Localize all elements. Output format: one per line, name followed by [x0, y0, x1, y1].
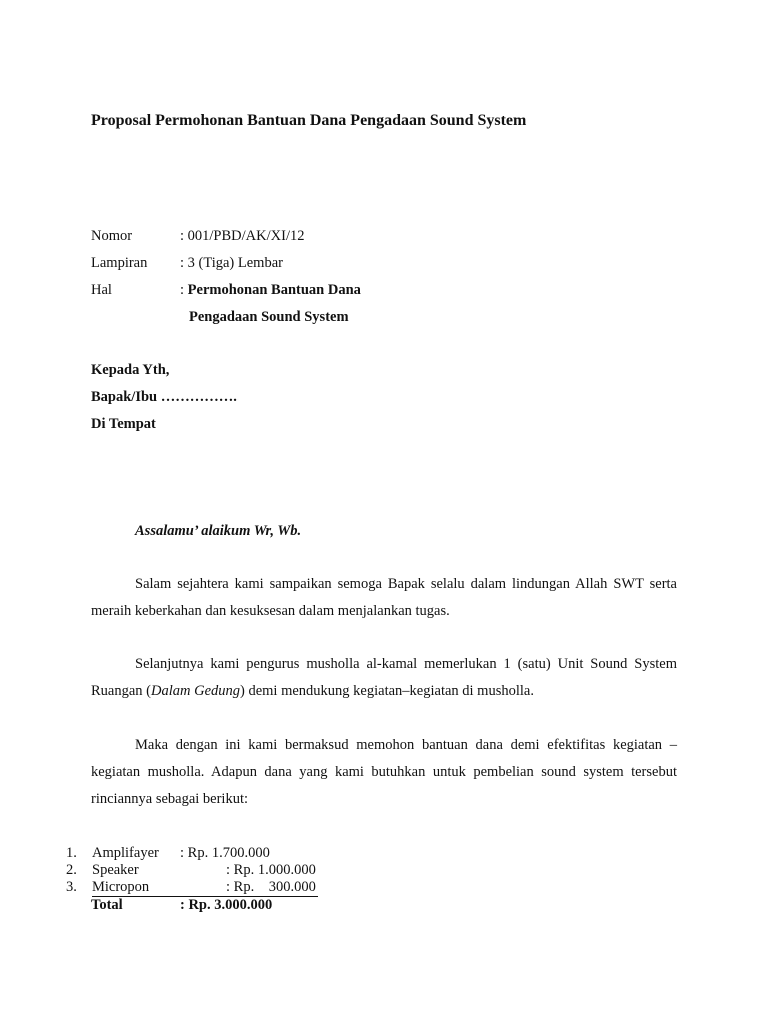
document-title: Proposal Permohonan Bantuan Dana Pengadaan Sound System	[91, 112, 527, 129]
paragraph-2-text-before: Selanjutnya kami pengurus musholla al-kamal memerlukan 1 (satu) Unit Sound System Ruangan (	[91, 656, 677, 699]
lampiran-label: Lampiran	[91, 255, 148, 271]
total-value: : Rp. 3.000.000	[180, 897, 273, 913]
item-3-number: 3.	[66, 879, 77, 895]
recipient-line1: Kepada Yth,	[91, 362, 170, 378]
item-2-price: : Rp. 1.000.000	[226, 862, 316, 878]
greeting: Assalamu’ alaikum Wr, Wb.	[135, 523, 302, 539]
paragraph-2	[91, 651, 677, 705]
recipient-line3: Di Tempat	[91, 416, 156, 432]
item-2-number: 2.	[66, 862, 77, 878]
item-3-price: : Rp. 300.000	[226, 879, 316, 895]
paragraph-3-text: Maka dengan ini kami bermaksud memohon bantuan dana demi efektifitas kegiatan – kegiatan musholla. Adapun dana yang kami butuhkan untuk pembelian sound system tersebut rinciannya sebagai berikut:	[91, 737, 677, 807]
total-label: Total	[91, 897, 123, 913]
nomor-label: Nomor	[91, 228, 133, 244]
hal-subject: Permohonan Bantuan Dana	[187, 282, 361, 298]
nomor-value: : 001/PBD/AK/XI/12	[180, 228, 305, 244]
recipient-line2: Bapak/Ibu …………….	[91, 389, 237, 405]
hal-label: Hal	[91, 282, 112, 298]
item-3-name: Micropon	[92, 879, 150, 895]
paragraph-3	[91, 732, 677, 813]
hal-colon: :	[180, 282, 188, 298]
lampiran-value: : 3 (Tiga) Lembar	[180, 255, 283, 271]
paragraph-2-text-after: ) demi mendukung kegiatan–kegiatan di musholla.	[240, 683, 534, 699]
item-1-name: Amplifayer	[92, 845, 159, 861]
item-1-number: 1.	[66, 845, 77, 861]
paragraph-1	[91, 571, 677, 625]
hal-value-line1	[180, 282, 361, 299]
item-2-name: Speaker	[92, 862, 139, 878]
hal-value-line2: Pengadaan Sound System	[189, 309, 349, 325]
paragraph-1-text: Salam sejahtera kami sampaikan semoga Bapak selalu dalam lindungan Allah SWT serta meraih keberkahan dan kesuksesan dalam menjalankan tugas.	[91, 576, 677, 619]
paragraph-2-italic: Dalam Gedung	[151, 683, 241, 699]
item-1-price: : Rp. 1.700.000	[180, 845, 270, 861]
